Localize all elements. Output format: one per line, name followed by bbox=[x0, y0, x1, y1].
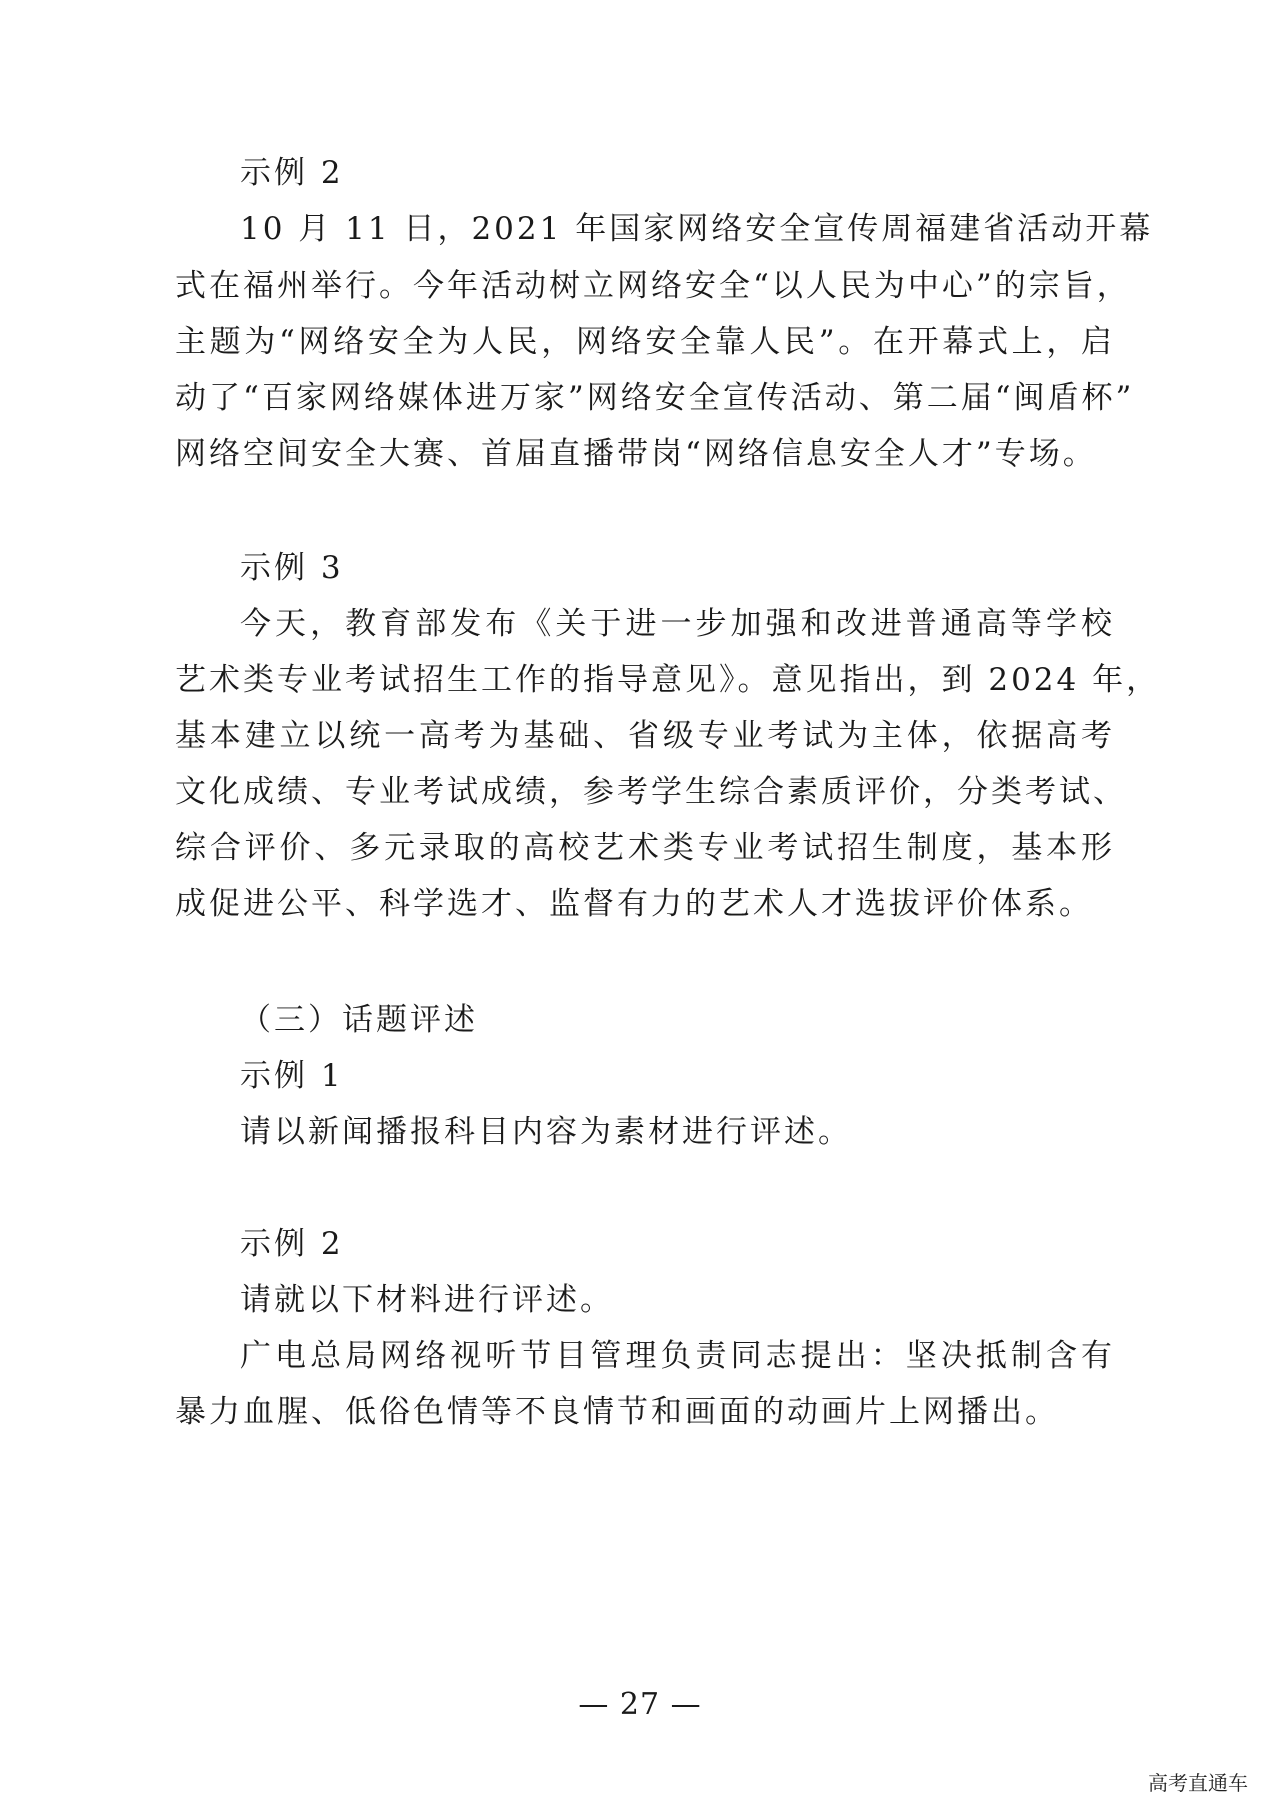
paragraph-line: 综合评价、多元录取的高校艺术类专业考试招生制度，基本形 bbox=[175, 830, 1115, 866]
section-heading: （三）话题评述 bbox=[240, 1002, 478, 1038]
paragraph-line: 文化成绩、专业考试成绩，参考学生综合素质评价，分类考试、 bbox=[175, 774, 1127, 810]
paragraph-line: 式在福州举行。今年活动树立网络安全“以人民为中心”的宗旨， bbox=[175, 268, 1131, 304]
example-heading: 示例 2 bbox=[240, 1226, 344, 1262]
paragraph-line: 广电总局网络视听节目管理负责同志提出：坚决抵制含有 bbox=[240, 1338, 1115, 1374]
paragraph-line: 艺术类专业考试招生工作的指导意见》。意见指出，到 2024 年， bbox=[175, 662, 1161, 698]
example-heading: 示例 1 bbox=[240, 1058, 344, 1094]
example-heading: 示例 2 bbox=[240, 155, 344, 191]
example-heading: 示例 3 bbox=[240, 550, 344, 586]
page-number: — 27 — bbox=[578, 1687, 702, 1722]
paragraph-line: 暴力血腥、低俗色情等不良情节和画面的动画片上网播出。 bbox=[175, 1394, 1059, 1430]
paragraph-line: 基本建立以统一高考为基础、省级专业考试为主体，依据高考 bbox=[175, 718, 1115, 754]
paragraph-line: 动了“百家网络媒体进万家”网络安全宣传活动、第二届“闽盾杯” bbox=[175, 380, 1135, 416]
paragraph-line: 请以新闻播报科目内容为素材进行评述。 bbox=[240, 1114, 852, 1150]
paragraph-line: 成促进公平、科学选才、监督有力的艺术人才选拔评价体系。 bbox=[175, 886, 1093, 922]
paragraph-line: 请就以下材料进行评述。 bbox=[240, 1282, 614, 1318]
paragraph-line: 10 月 11 日，2021 年国家网络安全宣传周福建省活动开幕 bbox=[240, 211, 1154, 247]
paragraph-line: 主题为“网络安全为人民，网络安全靠人民”。在开幕式上，启 bbox=[175, 324, 1115, 360]
watermark-text: 高考直通车 bbox=[1148, 1771, 1248, 1795]
paragraph-line: 今天，教育部发布《关于进一步加强和改进普通高等学校 bbox=[240, 606, 1115, 642]
paragraph-line: 网络空间安全大赛、首届直播带岗“网络信息安全人才”专场。 bbox=[175, 436, 1097, 472]
